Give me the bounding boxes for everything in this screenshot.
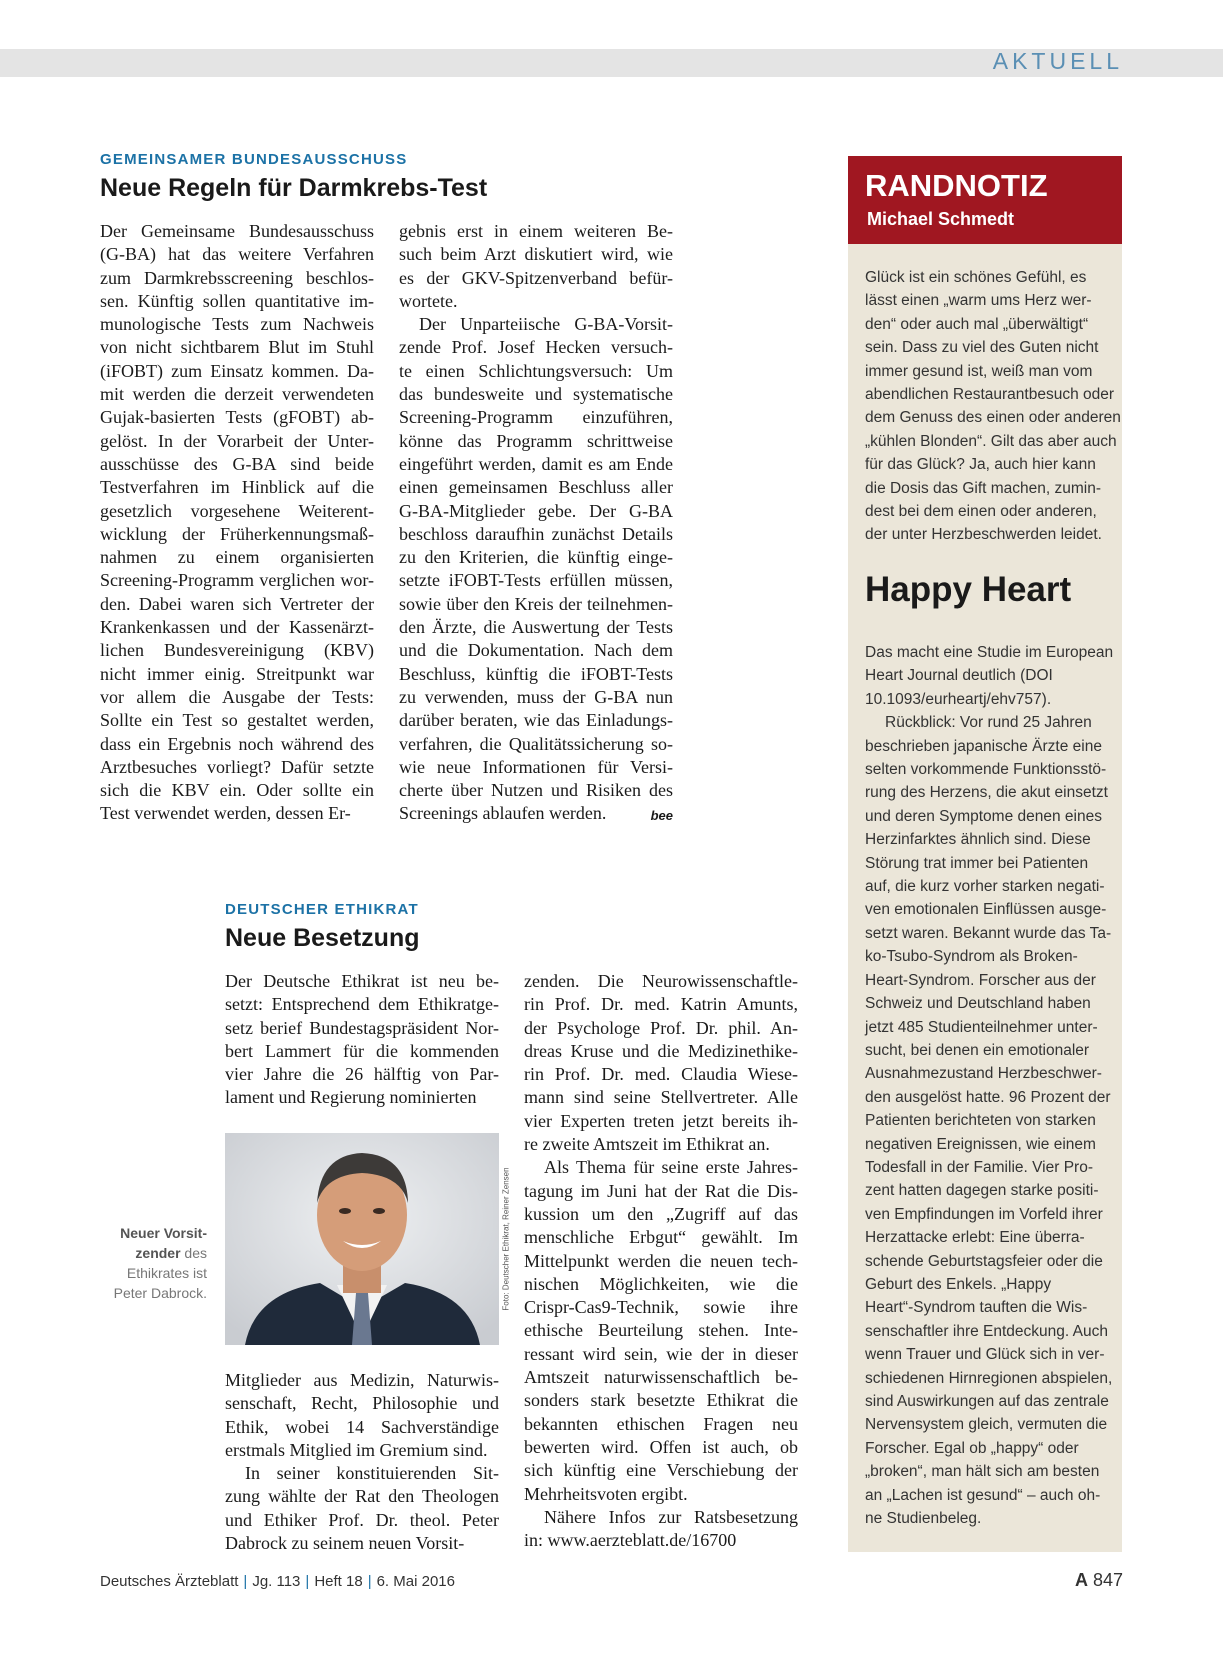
- text-line: rin Prof. Dr. med. Katrin Amunts,: [524, 994, 798, 1015]
- text-line: zende Prof. Josef Hecken versuch-: [399, 337, 673, 358]
- photo-credit: Foto: Deutscher Ethikrat, Reiner Zensen: [501, 1167, 511, 1311]
- text-line: das bundesweite und systematische: [399, 384, 673, 405]
- article2-column-1-bottom: [225, 1369, 499, 1555]
- article2-column-1-top: [225, 970, 499, 1110]
- text-line: die Dosis das Gift machen, zumin-: [865, 479, 1102, 497]
- text-line: Krankenkassen und der Kassenärzt-: [100, 617, 374, 638]
- text-line: sich die KBV ein. Oder sollte ein: [100, 780, 374, 801]
- text-line: ressant wird sein, wie der in dieser: [524, 1343, 798, 1364]
- text-line: Mehrheitsvoten ergibt.: [524, 1483, 688, 1504]
- text-line: setzt: Entsprechend dem Ethikratge-: [225, 994, 499, 1015]
- text-line: dreas Kruse und die Medizinethike-: [524, 1040, 798, 1061]
- text-line: Der Gemeinsame Bundesausschuss: [100, 221, 374, 241]
- text-line: gelöst. In der Vorarbeit der Unter-: [100, 430, 374, 451]
- text-line: Der Deutsche Ethikrat ist neu be-: [225, 971, 499, 991]
- text-line: rung des Herzens, die akut einsetzt: [865, 784, 1108, 802]
- text-line: für das Glück? Ja, auch hier kann: [865, 456, 1096, 474]
- text-line: ausschüsse des G-BA sind beide: [100, 453, 374, 474]
- text-line: den“ oder auch mal „überwältigt“: [865, 315, 1089, 333]
- text-line: wenn Trauer und Glück sich in ver-: [865, 1346, 1105, 1364]
- text-line: dest bei dem einen oder anderen,: [865, 503, 1097, 521]
- text-line: nahmen zu einem organisierten: [100, 547, 374, 568]
- text-line: Rückblick: Vor rund 25 Jahren: [885, 714, 1092, 732]
- text-line: munologische Tests zum Nachweis: [100, 314, 374, 335]
- text-line: Dabrock zu seinem neuen Vorsit-: [225, 1533, 465, 1554]
- text-line: rin Prof. Dr. med. Claudia Wiese-: [524, 1064, 798, 1085]
- text-line: mit werden die derzeit verwendeten: [100, 384, 374, 405]
- text-line: Screening-Programm einzuführen,: [399, 407, 673, 428]
- text-line: In seiner konstituierenden Sit-: [245, 1463, 499, 1484]
- text-line: Sollte ein Test so gestaltet werden,: [100, 710, 374, 731]
- article1-column-2: [399, 220, 673, 828]
- randnotiz-intro: [865, 266, 1121, 547]
- text-line: sen. Künftig sollen quantitative im-: [100, 290, 374, 311]
- text-line: Das macht eine Studie im European: [865, 644, 1114, 661]
- text-line: bewerten wird. Offen ist auch, ob: [524, 1436, 798, 1457]
- text-line: Heart-Syndrom. Forscher aus der: [865, 971, 1096, 989]
- author-signature: bee: [650, 808, 673, 824]
- randnotiz-sidebar: [848, 156, 1122, 1552]
- text-line: Mitglieder aus Medizin, Naturwis-: [225, 1370, 499, 1390]
- text-line: an „Lachen ist gesund“ – auch oh-: [865, 1486, 1101, 1504]
- text-line: setzte iFOBT-Tests erfüllen müssen,: [399, 570, 673, 591]
- text-line: jetzt 485 Studienteilnehmer unter-: [865, 1018, 1098, 1036]
- text-line: lässt einen „warm ums Herz wer-: [865, 292, 1092, 310]
- text-line: den Ärzte, die Auswertung der Tests: [399, 617, 673, 638]
- text-line: bert Lammert für die kommenden: [225, 1040, 499, 1061]
- text-line: könne das Programm schrittweise: [399, 430, 673, 451]
- journal-date: 6. Mai 2016: [376, 1573, 455, 1590]
- text-line: Der Unparteiische G-BA-Vorsit-: [419, 314, 673, 335]
- text-line: beschloss daraufhin zunächst Details: [399, 523, 673, 544]
- text-line: negativen Ereignissen, wie einem: [865, 1135, 1096, 1153]
- text-line: vier Jahre die 26 hälftig von Par-: [225, 1064, 499, 1085]
- text-line: lichen Bundesvereinigung (KBV): [100, 640, 374, 661]
- text-line: kussion um den „Zugriff auf das: [524, 1203, 798, 1224]
- text-line: such beim Arzt diskutiert wird, wie: [399, 244, 673, 265]
- text-line: lament und Regierung nominierten: [225, 1087, 477, 1108]
- text-line: Als Thema für seine erste Jahres-: [544, 1157, 798, 1178]
- text-line: es der GKV-Spitzenverband befür-: [399, 267, 673, 288]
- journal-name: Deutsches Ärzteblatt: [100, 1573, 239, 1590]
- text-line: nischen Möglichkeiten, wie die: [524, 1273, 798, 1294]
- text-line: Herzinfarktes ähnlich sind. Diese: [865, 831, 1091, 849]
- text-line: zu den Kriterien, die künftig einge-: [399, 547, 673, 568]
- text-line: erstmals Mitglied im Gremium sind.: [225, 1439, 488, 1460]
- randnotiz-body: [865, 641, 1114, 1530]
- text-line: G-BA-Mitglieder gebe. Der G-BA: [399, 500, 673, 521]
- text-line: und deren Symptome denen eines: [865, 807, 1102, 825]
- text-line: dass ein Ergebnis noch während des: [100, 733, 374, 754]
- text-line: der unter Herzbeschwerden leidet.: [865, 526, 1102, 544]
- text-line: Nervensystem gleich, vermuten die: [865, 1416, 1108, 1434]
- text-line: darüber beraten, wie das Einladungs-: [399, 710, 673, 731]
- text-line: einen gemeinsamen Beschluss aller: [399, 477, 673, 498]
- text-line: und die Dokumentation. Nach dem: [399, 640, 673, 661]
- text-line: zum Darmkrebsscreening beschlos-: [100, 267, 374, 288]
- text-line: sein. Dass zu viel des Guten nicht: [865, 339, 1099, 357]
- text-line: vor allem die Ausgabe der Tests:: [100, 686, 374, 707]
- text-line: und Ethiker Prof. Dr. theol. Peter: [225, 1509, 499, 1530]
- text-line: Screening-Programm verglichen wor-: [100, 570, 374, 591]
- text-line: sonders stark besetzte Ethikrat die: [524, 1390, 798, 1411]
- text-line: zenden. Die Neurowissenschaftle-: [524, 971, 798, 991]
- text-line: 10.1093/eurheartj/ehv757).: [865, 690, 1052, 708]
- text-line: Heart Journal deutlich (DOI: [865, 667, 1053, 685]
- text-line: (G-BA) hat das weitere Verfahren: [100, 244, 374, 265]
- text-line: tagung im Juni hat der Rat die Dis-: [524, 1180, 798, 1201]
- text-line: Test verwendet werden, dessen Er-: [100, 803, 351, 824]
- text-line: nicht immer einig. Streitpunkt war: [100, 663, 374, 684]
- text-line: zent hatten dagegen starke positi-: [865, 1182, 1099, 1200]
- text-line: beschrieben japanische Ärzte eine: [865, 737, 1102, 755]
- text-line: ethische Beurteilung stehen. Inte-: [524, 1320, 798, 1341]
- article1-kicker: GEMEINSAMER BUNDESAUSSCHUSS: [100, 151, 408, 168]
- article1-column-1: [100, 220, 374, 826]
- text-line: setzt waren. Bekannt wurde das Ta-: [865, 924, 1112, 942]
- text-line: immer gesund ist, weiß man vom: [865, 362, 1093, 380]
- text-line: zung wählte der Rat den Theologen: [225, 1486, 499, 1507]
- text-line: zu verwenden, muss der G-BA nun: [399, 686, 673, 707]
- text-line: ne Studienbeleg.: [865, 1510, 982, 1528]
- text-line: cherte über Nutzen und Risiken des: [399, 780, 673, 801]
- text-line: Schweiz und Deutschland haben: [865, 995, 1091, 1013]
- text-line: Störung trat immer bei Patienten: [865, 854, 1089, 872]
- article2-title: Neue Besetzung: [225, 924, 420, 952]
- portrait-photo: [225, 1133, 499, 1345]
- text-line: wicklung der Früherkennungsmaß-: [100, 523, 374, 544]
- text-line: Herzattacke erlebt: Eine überra-: [865, 1229, 1085, 1247]
- text-line: abendlichen Restaurantbesuch oder: [865, 386, 1115, 404]
- text-line: den ausgelöst hatte. 96 Prozent der: [865, 1088, 1111, 1106]
- text-line: „kühlen Blonden“. Gilt das aber auch: [865, 432, 1117, 450]
- text-line: gebnis erst in einem weiteren Be-: [399, 221, 673, 241]
- text-line: sich künftig eine Verschiebung der: [524, 1460, 798, 1481]
- text-line: wortete.: [399, 290, 458, 311]
- randnotiz-title: RANDNOTIZ: [865, 168, 1048, 203]
- text-line: Testverfahren im Hinblick auf die: [100, 477, 374, 498]
- photo-caption: Neuer Vorsit-zender des Ethikrates ist Peter Dabrock.: [113, 1225, 207, 1301]
- text-line: bekannten ethischen Fragen neu: [524, 1413, 798, 1434]
- page-number: A 847: [1074, 1570, 1123, 1590]
- text-line: Patienten berichteten von starken: [865, 1112, 1096, 1130]
- text-line: sind Auswirkungen auf das zentrale: [865, 1393, 1109, 1410]
- text-line: Forscher. Egal ob „happy“ oder: [865, 1439, 1079, 1457]
- text-line: Crispr-Cas9-Technik, sowie ihre: [524, 1297, 798, 1318]
- text-line: von nicht sichtbarem Blut im Stuhl: [100, 337, 374, 358]
- article2-column-2: [524, 970, 798, 1552]
- text-line: Gujak-basierten Tests (gFOBT) ab-: [100, 407, 374, 428]
- footer-citation: Deutsches Ärzteblatt | Jg. 113 | Heft 18 | 6. Mai 2016: [100, 1573, 455, 1590]
- randnotiz-header: [848, 156, 1122, 244]
- text-line: ko-Tsubo-Syndrom als Broken-: [865, 948, 1078, 966]
- text-line: wie neue Informationen für Versi-: [399, 756, 673, 777]
- text-line: sucht, bei denen ein emotionaler: [865, 1041, 1090, 1059]
- journal-volume: Jg. 113: [252, 1573, 301, 1590]
- text-line: vier Experten treten jetzt bereits ih-: [524, 1110, 798, 1131]
- text-line: auf, die kurz vorher starken negati-: [865, 878, 1105, 896]
- text-line: Beschluss, künftig die iFOBT-Tests: [399, 663, 673, 684]
- text-line: senschaftler ihre Entdeckung. Auch: [865, 1322, 1108, 1340]
- text-line: Ausnahmezustand Herzbeschwer-: [865, 1065, 1102, 1083]
- text-line: re zweite Amtszeit im Ethikrat an.: [524, 1134, 770, 1155]
- text-line: Heart“-Syndrom tauften die Wis-: [865, 1299, 1088, 1317]
- text-line: gesetzlich vorgesehene Weiterent-: [100, 500, 374, 521]
- text-line: sowie über den Kreis der teilnehmen-: [399, 593, 673, 614]
- text-line: senschaft, Recht, Philosophie und: [225, 1393, 499, 1414]
- section-label: AKTUELL: [992, 48, 1123, 74]
- journal-issue: Heft 18: [314, 1573, 363, 1590]
- text-line: der Psychologe Prof. Dr. phil. An-: [524, 1017, 798, 1038]
- text-line: menschliche Erbgut“ gewählt. Im: [524, 1227, 798, 1248]
- text-line: mann sind seine Stellvertreter. Alle: [524, 1087, 798, 1108]
- text-line: te einen Schlichtungsversuch: Um: [399, 360, 673, 381]
- text-line: dem Genuss des einen oder anderen: [865, 409, 1121, 427]
- text-line: Screenings ablaufen werden. bee: [399, 802, 673, 825]
- text-line: ven emotionalen Einflüssen ausge-: [865, 901, 1107, 919]
- article2-kicker: DEUTSCHER ETHIKRAT: [225, 901, 419, 918]
- text-line: Ethik, wobei 14 Sachverständige: [225, 1416, 499, 1437]
- text-line: Geburt des Enkels. „Happy: [865, 1275, 1052, 1293]
- text-line: Todesfall in der Familie. Vier Pro-: [865, 1158, 1093, 1176]
- portrait-image: [225, 1133, 499, 1345]
- text-line: Glück ist ein schönes Gefühl, es: [865, 269, 1087, 286]
- text-line: verfahren, die Qualitätssicherung so-: [399, 733, 673, 754]
- text-line: ven Empfindungen im Vorfeld ihrer: [865, 1205, 1103, 1223]
- text-line: Mittelpunkt werden die neuen tech-: [524, 1250, 798, 1271]
- text-line: setz berief Bundestagspräsident Nor-: [225, 1017, 499, 1038]
- text-line: in: www.aerzteblatt.de/16700: [524, 1530, 737, 1551]
- article1-title: Neue Regeln für Darmkrebs-Test: [100, 174, 488, 202]
- text-line: „broken“, man hält sich am besten: [865, 1463, 1100, 1481]
- text-line: Arztbesuches vorliegt? Dafür setzte: [100, 756, 374, 777]
- randnotiz-author: Michael Schmedt: [867, 209, 1015, 229]
- text-line: den. Dabei waren sich Vertreter der: [100, 593, 374, 614]
- text-line: (iFOBT) zum Einsatz kommen. Da-: [100, 360, 374, 381]
- text-line: eingeführt werden, damit es am Ende: [399, 453, 673, 474]
- text-line: selten vorkommende Funktionsstö-: [865, 761, 1107, 779]
- text-line: schiedenen Hirnregionen abspielen,: [865, 1369, 1113, 1387]
- text-line: Amtszeit naturwissenschaftlich be-: [524, 1367, 798, 1388]
- text-line: schende Geburtstagsfeier oder die: [865, 1252, 1103, 1270]
- randnotiz-heading: Happy Heart: [865, 570, 1072, 609]
- text-line: Nähere Infos zur Ratsbesetzung: [544, 1506, 798, 1527]
